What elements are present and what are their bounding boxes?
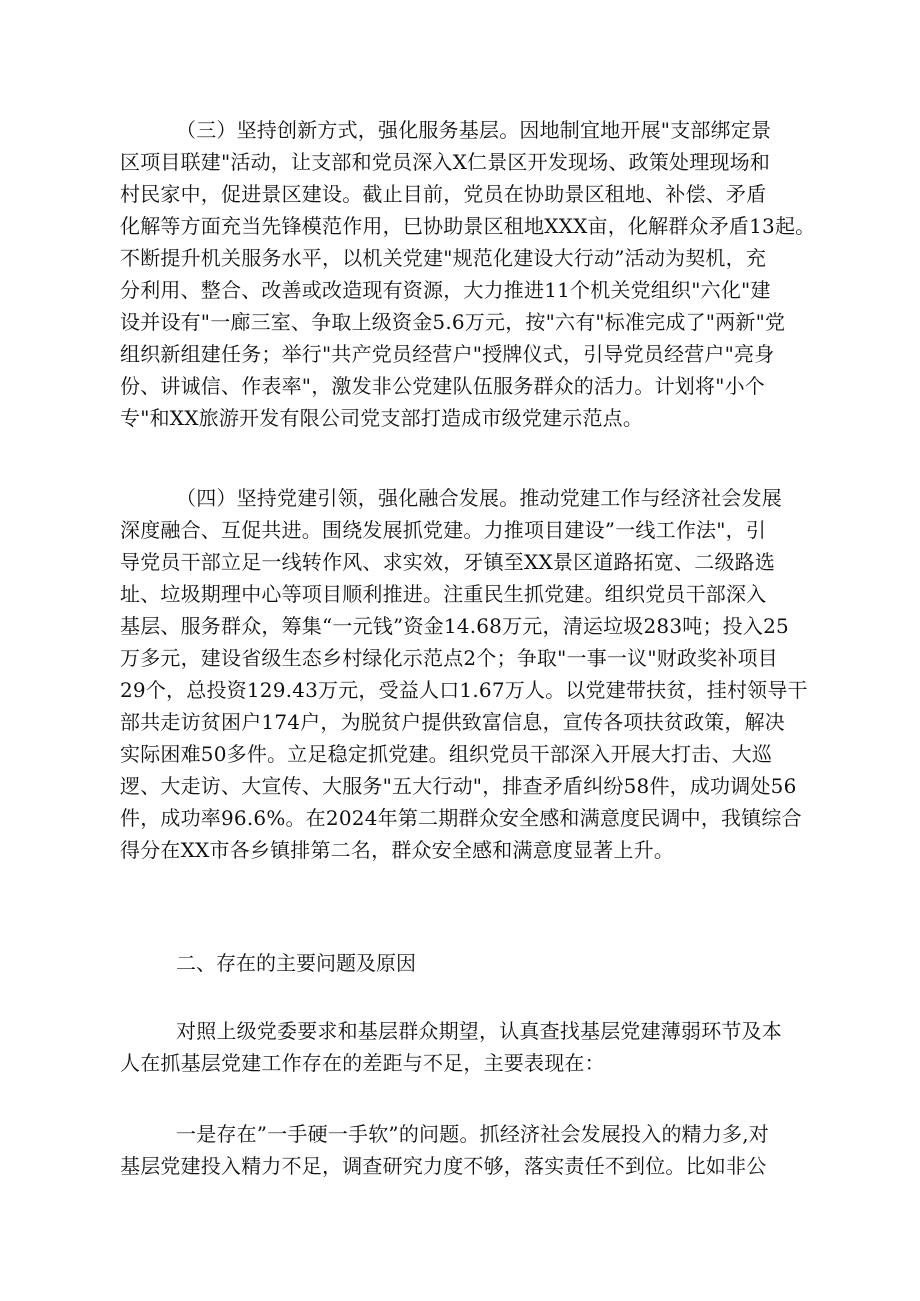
paragraph-line: 导党员干部立足一线转作风、求实效，牙镇至XX景区道路拓宽、二级路选 <box>120 550 776 574</box>
paragraph-line: 基层党建投入精力不足，调查研究力度不够，落实责任不到位。比如非公 <box>120 1154 767 1178</box>
paragraph-line: 化解等方面充当先锋模范作用，巳协助景区租地XXX亩，化解群众矛盾13起。 <box>120 214 816 238</box>
paragraph-line: 专"和XX旅游开发有限公司党支部打造成市级党建示范点。 <box>120 406 644 430</box>
paragraph-line: 实际困难50多件。立足稳定抓党建。组织党员干部深入开展大打击、大巡 <box>120 742 773 766</box>
paragraph-line: 人在抓基层党建工作存在的差距与不足，主要表现在： <box>120 1051 605 1075</box>
paragraph-line: 对照上级党委要求和基层群众期望，认真查找基层党建薄弱环节及本 <box>176 1019 782 1043</box>
paragraph-line: 基层、服务群众，筹集“一元钱”资金14.68万元，清运垃圾283吨；投入25 <box>120 614 789 638</box>
paragraph-line: （三）坚持创新方式，强化服务基层。因地制宜地开展"支部绑定景 <box>176 118 772 142</box>
paragraph-line: 得分在XX市各乡镇排第二名，群众安全感和满意度显著上升。 <box>120 838 675 862</box>
paragraph-line: 29个，总投资129.43万元，受益人口1.67万人。以党建带扶贫，挂村领导干 <box>120 678 808 702</box>
paragraph-integrated-development <box>120 482 808 866</box>
paragraph-line: 一是存在”一手硬一手软”的问题。抓经济社会发展投入的精力多,对 <box>176 1122 770 1146</box>
paragraph-problems-intro <box>120 1015 800 1079</box>
paragraph-line: 万多元，建设省级生态乡村绿化示范点2个；争取"一事一议"财政奖补项目 <box>120 646 778 670</box>
paragraph-line: 不断提升机关服务水平，以机关党建"规范化建设大行动”活动为契机，充 <box>120 246 767 270</box>
paragraph-line: 村民家中，促进景区建设。截止目前，党员在协助景区租地、补偿、矛盾 <box>120 182 767 206</box>
paragraph-line: 设并设有"一廊三室、争取上级资金5.6万元，按"六有"标准完成了"两新"党 <box>120 310 786 334</box>
paragraph-line: 部共走访贫困户174户，为脱贫户提供致富信息，宣传各项扶贫政策，解决 <box>120 710 785 734</box>
section-heading: 二、存在的主要问题及原因 <box>176 951 416 975</box>
paragraph-service-grassroots <box>120 114 816 434</box>
paragraph-line: 区项目联建"活动，让支部和党员深入X仁景区开发现场、政策处理现场和 <box>120 150 771 174</box>
paragraph-line: 件，成功率96.6%。在2024年第二期群众安全感和满意度民调中，我镇综合 <box>120 806 802 830</box>
paragraph-line: 组织新组建任务；举行"共产党员经营户"授牌仪式，引导党员经营户"亮身 <box>120 342 775 366</box>
paragraph-line: （四）坚持党建引领，强化融合发展。推动党建工作与经济社会发展 <box>176 486 782 510</box>
paragraph-line: 址、垃圾期理中心等项目顺利推进。注重民生抓党建。组织党员干部深入 <box>120 582 767 606</box>
paragraph-problem-one <box>120 1118 800 1182</box>
paragraph-line: 分利用、整合、改善或改造现有资源，大力推进11个机关党组织"六化"建 <box>120 278 771 302</box>
paragraph-line: 逻、大走访、大宣传、大服务"五大行动"，排查矛盾纠纷58件，成功调处56 <box>120 774 797 798</box>
paragraph-line: 深度融合、互促共进。围绕发展抓党建。力推项目建设”一线工作法"，引 <box>120 518 767 542</box>
paragraph-line: 份、讲诚信、作表率"，激发非公党建队伍服务群众的活力。计划将"小个 <box>120 374 765 398</box>
